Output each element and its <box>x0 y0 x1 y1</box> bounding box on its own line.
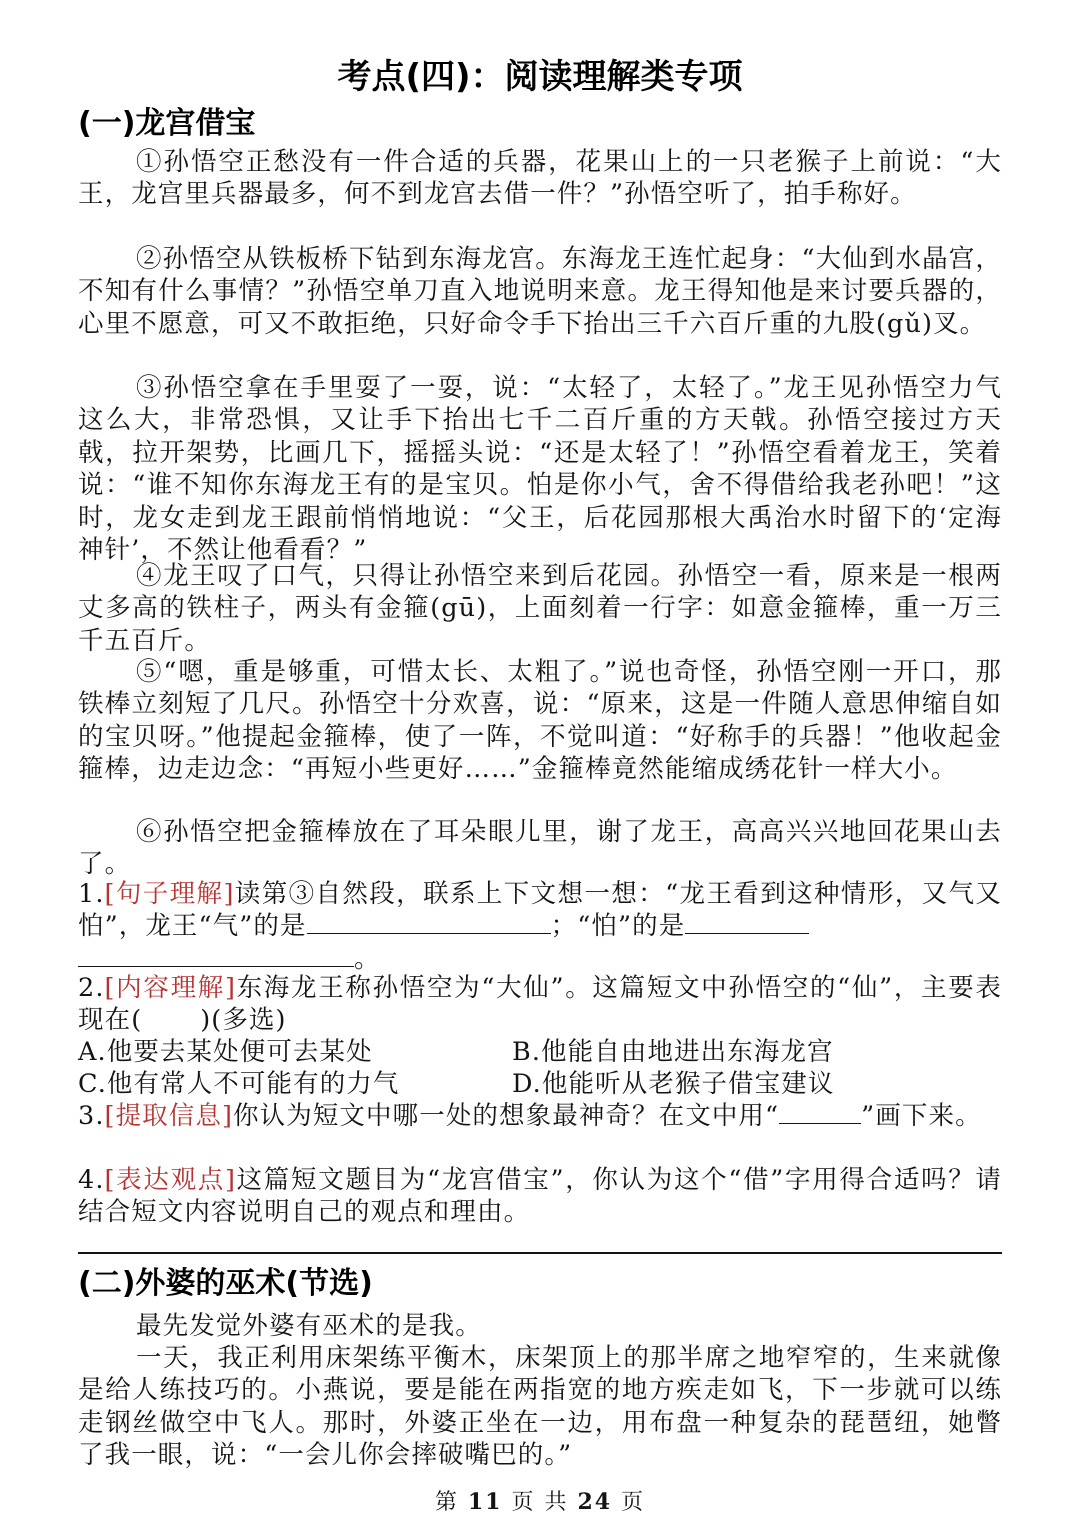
paragraph-8: 一天，我正利用床架练平衡木，床架顶上的那半席之地窄窄的，生来就像是给人练技巧的。小燕说，要是能在两指宽的地方疾走如飞，下一步就可以练走钢丝做空中飞人。那时，外婆正坐在一边，用布盘一种复杂的琵琶纽，她瞥了我一眼，说：“一会儿你会摔破嘴巴的。” <box>78 1343 1002 1471</box>
section-divider <box>78 1252 1002 1254</box>
paragraph-4: ④龙王叹了口气，只得让孙悟空来到后花园。孙悟空一看，原来是一根两丈多高的铁柱子，两头有金箍(gū)，上面刻着一行字：如意金箍棒，重一万三千五百斤。 <box>78 561 1002 656</box>
answer-blank[interactable] <box>685 911 809 934</box>
question-text: 东海龙王称孙悟空为“大仙”。这篇短文中孙悟空的“仙”，主要表现在( <box>78 973 1003 1036</box>
question-type-tag: [内容理解] <box>104 973 237 1003</box>
answer-blank[interactable] <box>307 911 551 934</box>
question-number: 4. <box>78 1165 105 1195</box>
question-1 <box>78 878 1002 975</box>
section-heading-2: (二)外婆的巫术(节选) <box>78 1266 373 1301</box>
answer-blank[interactable] <box>78 944 354 967</box>
paragraph-6: ⑥孙悟空把金箍棒放在了耳朵眼儿里，谢了龙王，高高兴兴地回花果山去了。 <box>78 817 1002 880</box>
question-number: 3. <box>78 1101 105 1131</box>
option-a[interactable]: A.他要去某处便可去某处 <box>78 1037 373 1067</box>
paragraph-2: ②孙悟空从铁板桥下钻到东海龙宫。东海龙王连忙起身：“大仙到水晶宫，不知有什么事情？”孙悟空单刀直入地说明来意。龙王得知他是来讨要兵器的，心里不愿意，可又不敢拒绝，只好命令手下抬出三千六百斤重的九股(gǔ)叉。 <box>78 244 1002 339</box>
option-b[interactable]: B.他能自由地进出东海龙宫 <box>512 1037 834 1067</box>
footer-prefix: 第 <box>434 1490 459 1515</box>
paragraph-1: ①孙悟空正愁没有一件合适的兵器，花果山上的一只老猴子上前说：“大王，龙宫里兵器最多，何不到龙宫去借一件？”孙悟空听了，拍手称好。 <box>78 147 1002 210</box>
section-heading-1: (一)龙宫借宝 <box>78 106 256 141</box>
question-number: 1. <box>78 879 105 909</box>
question-4 <box>78 1164 1002 1229</box>
paragraph-3: ③孙悟空拿在手里耍了一耍，说：“太轻了，太轻了。”龙王见孙悟空力气这么大，非常恐惧，又让手下抬出七千二百斤重的方天戟。孙悟空接过方天戟，拉开架势，比画几下，摇摇头说：“还是太轻了！”孙悟空看着龙王，笑着说：“谁不知你东海龙王有的是宝贝。怕是你小气，舍不得借给我老孙吧！”这时，龙女走到龙王跟前悄悄地说：“父王，后花园那根大禹治水时留下的‘定海神针’，不然让他看看？” <box>78 373 1002 566</box>
option-row <box>78 1068 1002 1100</box>
total-pages-number: 24 <box>577 1489 613 1515</box>
question-text: 读第③自然段，联系上下文想一想：“龙王看到这种情形，又气又怕”，龙王“气”的是 <box>78 879 1002 942</box>
question-2 <box>78 972 1002 1037</box>
question-text-cont: ；“怕”的是 <box>550 911 686 942</box>
question-text: 这篇短文题目为“龙宫借宝”，你认为这个“借”字用得合适吗？请结合短文内容说明自己的观点和理由。 <box>78 1165 1003 1228</box>
paragraph-7: 最先发觉外婆有巫术的是我。 <box>136 1311 482 1341</box>
question-type-tag: [提取信息] <box>104 1101 234 1131</box>
question-text: 你认为短文中哪一处的想象最神奇？在文中用“ <box>233 1101 780 1131</box>
footer-suffix: 页 <box>621 1490 646 1515</box>
question-text-cont: ”画下来。 <box>861 1101 982 1131</box>
current-page-number: 11 <box>467 1489 503 1515</box>
question-text-cont: )(多选) <box>200 1005 287 1036</box>
question-type-tag: [表达观点] <box>104 1165 237 1195</box>
option-c[interactable]: C.他有常人不可能有的力气 <box>78 1069 400 1099</box>
option-d[interactable]: D.他能听从老猴子借宝建议 <box>512 1069 835 1099</box>
page-footer <box>0 1488 1080 1517</box>
answer-blank[interactable] <box>779 1101 861 1124</box>
question-3 <box>78 1100 1002 1132</box>
page-title: 考点(四)：阅读理解类专项 <box>337 57 743 97</box>
footer-middle: 页 共 <box>511 1490 569 1515</box>
question-text-end: 。 <box>354 943 381 974</box>
paragraph-5: ⑤“嗯，重是够重，可惜太长、太粗了。”说也奇怪，孙悟空刚一开口，那铁棒立刻短了几尺。孙悟空十分欢喜，说：“原来，这是一件随人意思伸缩自如的宝贝呀。”他提起金箍棒，使了一阵，不觉叫道：“好称手的兵器！”他收起金箍棒，边走边念：“再短小些更好……”金箍棒竟然能缩成绣花针一样大小。 <box>78 657 1002 785</box>
question-type-tag: [句子理解] <box>104 879 235 909</box>
question-number: 2. <box>78 973 105 1003</box>
option-row <box>78 1036 1002 1068</box>
